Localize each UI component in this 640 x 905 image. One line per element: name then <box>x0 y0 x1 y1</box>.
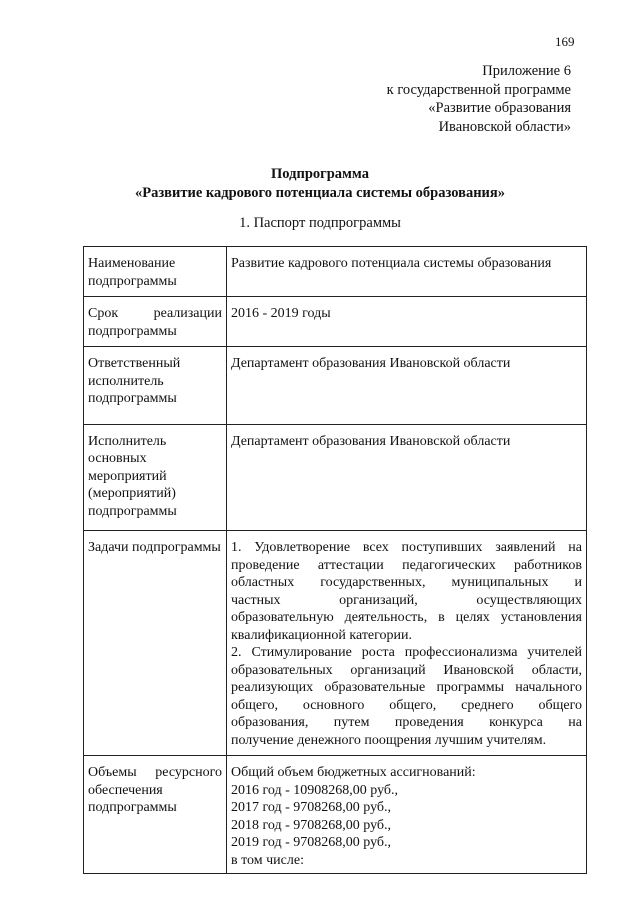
value-line: общего, основного общего, среднего общего <box>231 697 582 713</box>
value-line: квалификационной категории. <box>231 627 413 643</box>
value-line: в том числе: <box>231 852 304 868</box>
table-row <box>84 756 587 874</box>
row-value: 2016 - 2019 годы <box>227 297 587 347</box>
appendix-line: «Развитие образования <box>428 100 571 116</box>
appendix-line: Ивановской области» <box>438 118 571 135</box>
appendix-line: Приложение 6 <box>482 63 571 79</box>
row-label: Ответственный исполнитель подпрограммы <box>84 347 227 425</box>
appendix-line: к государственной программе <box>386 81 571 98</box>
value-line: областных государственных, муниципальных и <box>231 575 582 590</box>
subprogram-title <box>0 165 640 203</box>
row-value: Развитие кадрового потенциала системы образования <box>227 247 587 297</box>
value-line: 2019 год - 9708268,00 руб., <box>231 835 392 850</box>
row-label: Срок реализации подпрограммы <box>84 297 227 347</box>
row-label: Задачи подпрограммы <box>84 531 227 756</box>
row-value <box>227 756 587 874</box>
value-line: 2018 год - 9708268,00 руб., <box>231 817 392 833</box>
row-value: Департамент образования Ивановской области <box>227 424 587 531</box>
table-row <box>84 531 587 756</box>
table-row <box>84 347 587 425</box>
appendix-note <box>387 62 571 136</box>
value-line: 2017 год - 9708268,00 руб., <box>231 800 392 815</box>
title-line: Подпрограмма <box>271 166 369 182</box>
value-line: образовательную деятельность, в целях установления <box>231 610 582 625</box>
title-line: «Развитие кадрового потенциала системы образования» <box>134 185 506 201</box>
value-line: образовательных организаций Ивановской области, <box>231 662 582 678</box>
page-number: 169 <box>555 34 575 49</box>
section-heading: 1. Паспорт подпрограммы <box>239 215 401 231</box>
value-line: получение денежного поощрения лучшим учителям. <box>231 732 547 748</box>
table-row <box>84 297 587 347</box>
value-line: 2. Стимулирование роста профессионализма учителей <box>231 645 582 660</box>
value-line: проведение аттестации педагогических работников <box>231 557 582 573</box>
value-line: реализующих образовательные программы начального <box>231 680 582 695</box>
passport-table <box>83 246 587 874</box>
row-label: Наименование подпрограммы <box>84 247 227 297</box>
value-line: 2016 год - 10908268,00 руб., <box>231 782 399 798</box>
table-row <box>84 247 587 297</box>
value-line: Общий объем бюджетных ассигнований: <box>231 765 476 780</box>
row-label: Объемы ресурсного обеспечения подпрограммы <box>84 756 227 874</box>
value-line: частных организаций, осуществляющих <box>231 592 582 608</box>
row-value <box>227 531 587 756</box>
value-line: образования, путем проведения конкурса на <box>231 715 582 730</box>
value-line: 1. Удовлетворение всех поступивших заявлений на <box>231 540 582 555</box>
row-value: Департамент образования Ивановской области <box>227 347 587 425</box>
table-row <box>84 424 587 531</box>
row-label: Исполнитель основных мероприятий (мероприятий) подпрограммы <box>84 424 227 531</box>
